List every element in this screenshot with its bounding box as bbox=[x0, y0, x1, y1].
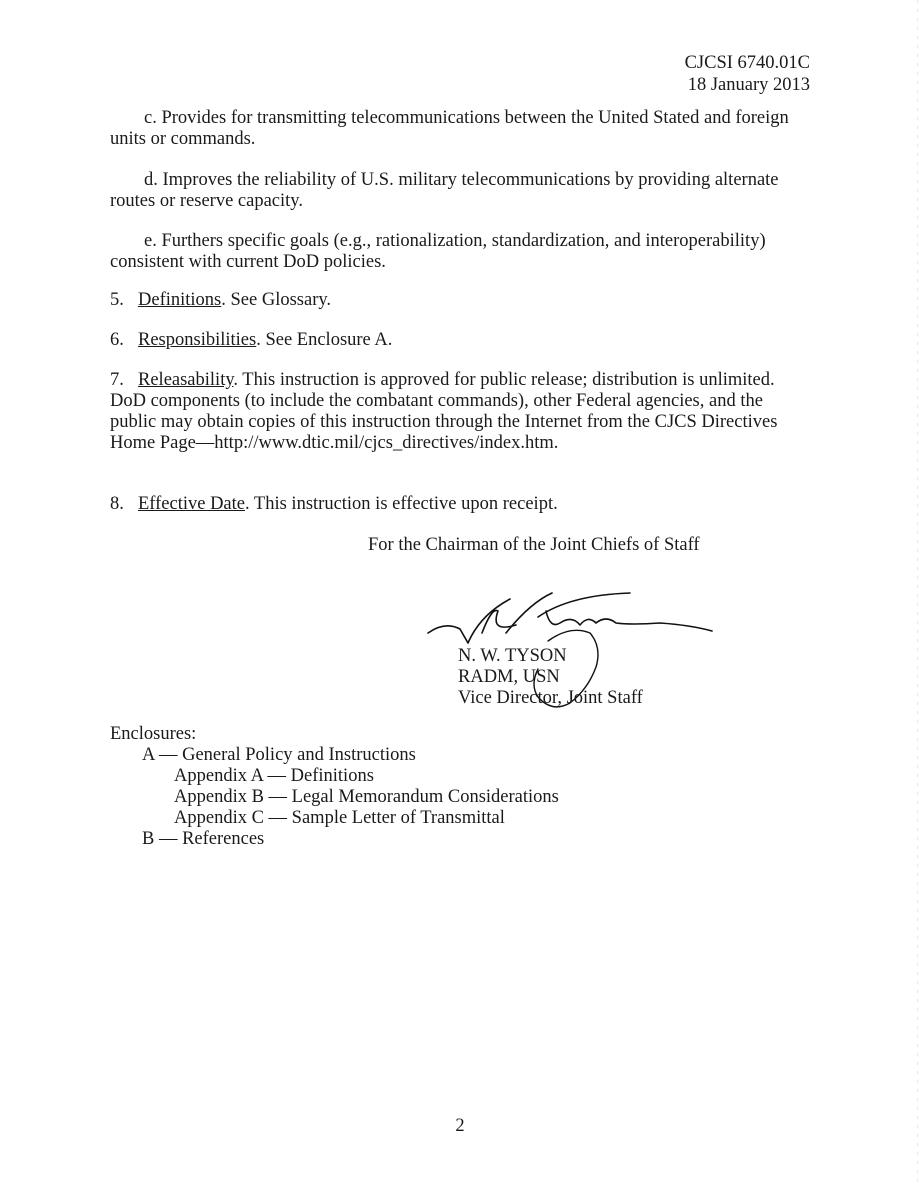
section-8-number: 8. bbox=[110, 494, 124, 514]
enclosure-item: B — References bbox=[142, 829, 265, 849]
paragraph-c bbox=[110, 108, 810, 150]
signatory-name: N. W. TYSON bbox=[458, 646, 567, 666]
enclosures-heading: Enclosures: bbox=[110, 724, 197, 744]
paragraph-e-text: Furthers specific goals (e.g., rationalization, standardization, and interoperability) consistent with current DoD policies. bbox=[110, 231, 766, 272]
signatory-rank: RADM, USN bbox=[458, 667, 560, 687]
section-6-text: . See Enclosure A. bbox=[256, 330, 393, 350]
section-5-number: 5. bbox=[110, 290, 124, 310]
section-8 bbox=[110, 494, 810, 515]
paragraph-c-label: c. bbox=[144, 108, 157, 128]
section-8-text: . This instruction is effective upon receipt. bbox=[245, 494, 558, 514]
enclosures-list bbox=[110, 724, 559, 850]
paragraph-e bbox=[110, 231, 810, 273]
closing-line: For the Chairman of the Joint Chiefs of Staff bbox=[368, 535, 700, 555]
document-header bbox=[685, 52, 810, 96]
section-7-number: 7. bbox=[110, 370, 124, 390]
section-8-heading: Effective Date bbox=[138, 494, 245, 514]
scan-edge-divider bbox=[917, 0, 918, 1186]
section-6-heading: Responsibilities bbox=[138, 330, 257, 350]
signatory-title: Vice Director, Joint Staff bbox=[458, 688, 643, 708]
section-6 bbox=[110, 330, 810, 351]
paragraph-e-label: e. bbox=[144, 231, 157, 251]
document-id: CJCSI 6740.01C bbox=[684, 53, 810, 73]
paragraph-d-label: d. bbox=[144, 170, 158, 190]
section-5-heading: Definitions bbox=[138, 290, 222, 310]
section-7 bbox=[110, 370, 810, 454]
page-number: 2 bbox=[455, 1116, 465, 1136]
enclosure-item: Appendix A — Definitions bbox=[174, 766, 374, 786]
enclosure-item: Appendix C — Sample Letter of Transmittal bbox=[174, 808, 505, 828]
enclosure-item: A — General Policy and Instructions bbox=[142, 745, 416, 765]
section-6-number: 6. bbox=[110, 330, 124, 350]
paragraph-d bbox=[110, 170, 810, 212]
section-7-text: . This instruction is approved for public release; distribution is unlimited. DoD components (to include the combatant commands), other Federal agencies, and the public may obtain copies of this instruction through the Internet from the CJCS Directives Home Page—http://www.dtic.mil/cjcs_directives/index.htm. bbox=[110, 370, 778, 453]
paragraph-d-text: Improves the reliability of U.S. military telecommunications by providing alternate routes or reserve capacity. bbox=[110, 170, 779, 211]
paragraph-c-text: Provides for transmitting telecommunications between the United Stated and foreign units or commands. bbox=[110, 108, 789, 149]
section-5-text: . See Glossary. bbox=[221, 290, 332, 310]
signature-block bbox=[458, 646, 643, 709]
section-7-heading: Releasability bbox=[138, 370, 234, 390]
enclosure-item: Appendix B — Legal Memorandum Considerations bbox=[174, 787, 559, 807]
section-5 bbox=[110, 290, 810, 311]
document-date: 18 January 2013 bbox=[687, 75, 810, 95]
